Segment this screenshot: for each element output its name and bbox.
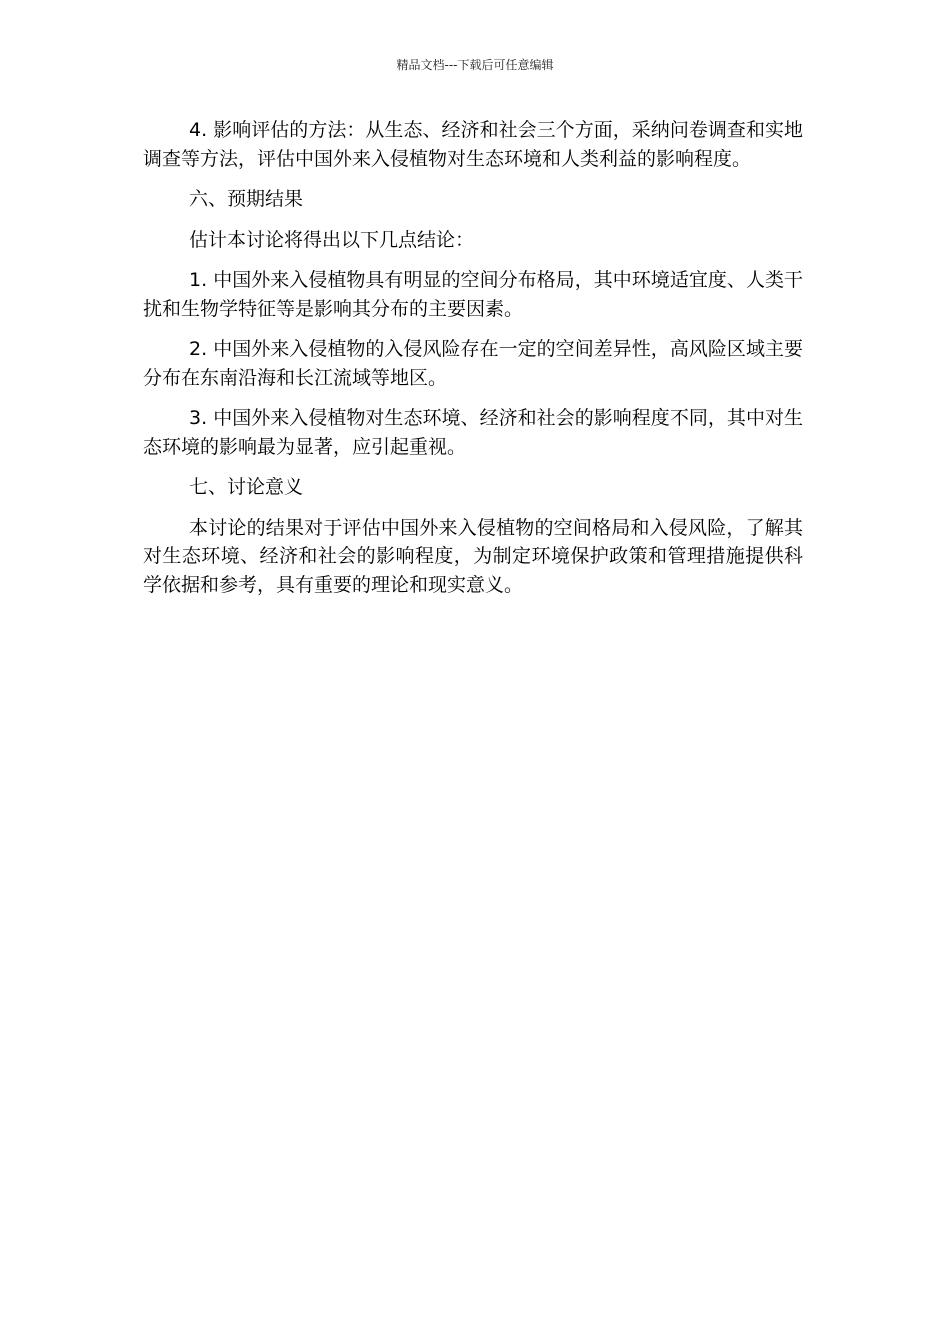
document-body: [143, 116, 803, 611]
paragraph-assessment-method: 4. 影响评估的方法：从生态、经济和社会三个方面，采纳问卷调查和实地调查等方法，评估中国外来入侵植物对生态环境和人类利益的影响程度。: [143, 119, 803, 170]
paragraph-significance: 本讨论的结果对于评估中国外来入侵植物的空间格局和入侵风险，了解其对生态环境、经济和社会的影响程度，为制定环境保护政策和管理措施提供科学依据和参考，具有重要的理论和现实意义。: [143, 516, 803, 596]
section-heading-significance: 七、讨论意义: [189, 476, 304, 498]
page-header: 精品文档---下载后可任意编辑: [396, 58, 554, 72]
paragraph-conclusion-2: 2. 中国外来入侵植物的入侵风险存在一定的空间差异性，高风险区域主要分布在东南沿海和长江流域等地区。: [143, 338, 803, 389]
paragraph-conclusion-1: 1. 中国外来入侵植物具有明显的空间分布格局，其中环境适宜度、人类干扰和生物学特征等是影响其分布的主要因素。: [143, 269, 803, 320]
section-heading-expected-results: 六、预期结果: [189, 188, 304, 210]
paragraph-conclusion-3: 3. 中国外来入侵植物对生态环境、经济和社会的影响程度不同，其中对生态环境的影响最为显著，应引起重视。: [143, 407, 803, 458]
paragraph-conclusions-intro: 估计本讨论将得出以下几点结论：: [189, 228, 475, 251]
